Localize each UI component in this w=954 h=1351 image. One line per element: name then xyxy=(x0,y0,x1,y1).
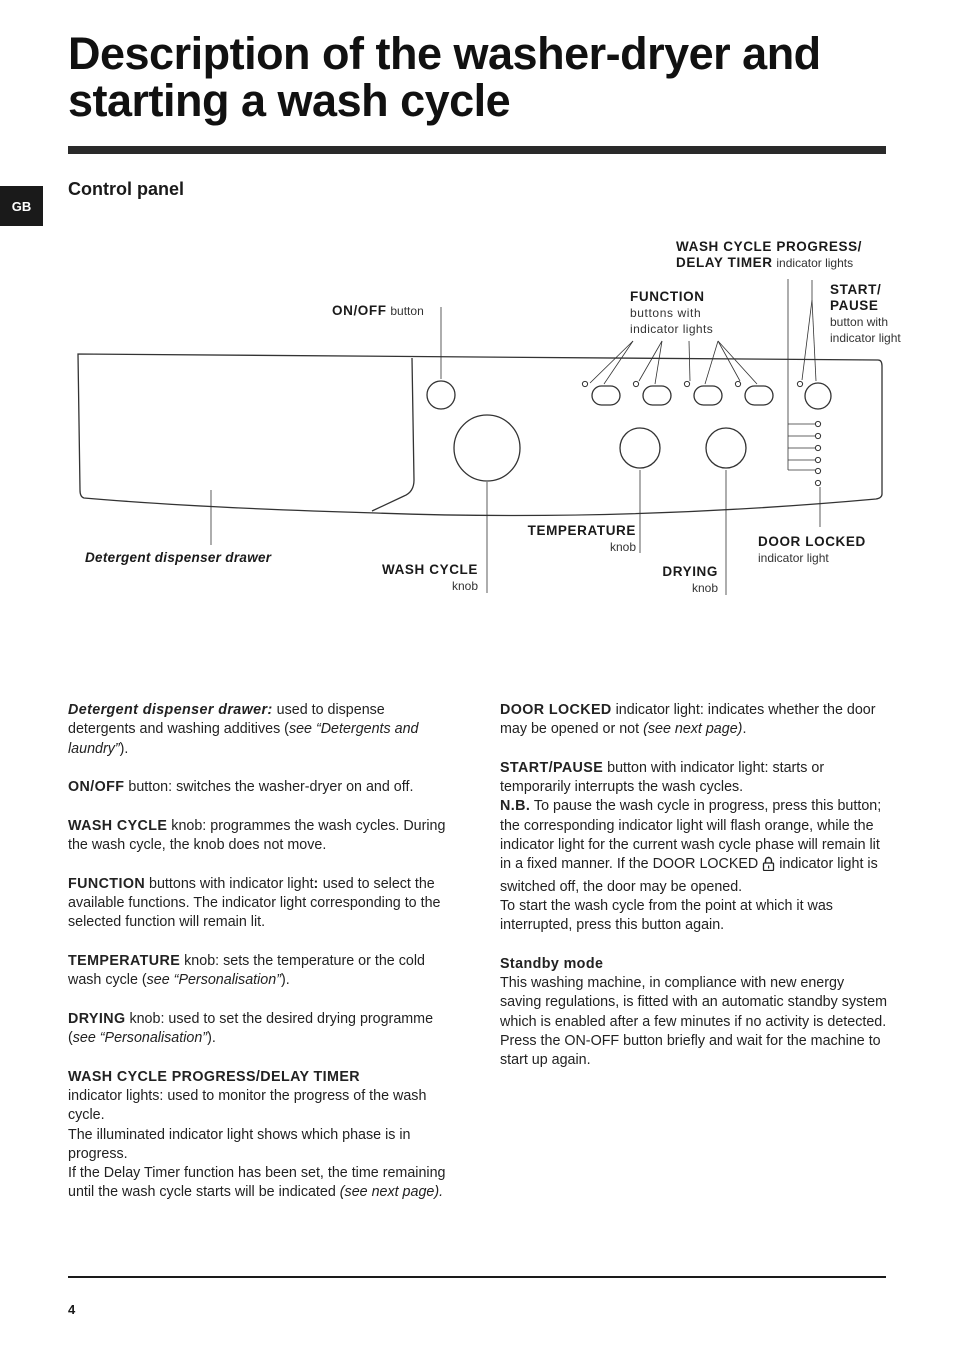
wash-cycle-label: WASH CYCLE knob xyxy=(381,562,478,593)
standby-heading: Standby mode xyxy=(500,955,604,972)
door-locked-led xyxy=(815,480,820,485)
footer-rule xyxy=(68,1276,886,1278)
function-button-3 xyxy=(694,386,722,405)
wash-cycle-knob-shape xyxy=(454,415,520,481)
progress-led-1 xyxy=(815,421,820,426)
progress-led-2 xyxy=(815,433,820,438)
function-label: FUNCTION buttons with indicator lights xyxy=(630,289,714,336)
start-pause-label: START/ PAUSE button with indicator light xyxy=(830,282,901,345)
standby-section xyxy=(500,955,887,1071)
door-locked-label: DOOR LOCKED indicator light xyxy=(758,534,866,565)
standby-text: This washing machine, in compliance with new energy saving regulations, is fitted with an automatic standby system which is enabled after a few minutes if no activity is detected. Press the ON-OFF button briefly and wait for the machine to start up again. xyxy=(500,975,888,1069)
panel-outline xyxy=(78,354,882,516)
drying-description: DRYING knob: used to set the desired drying programme (see “Personalisation”). xyxy=(68,1010,434,1047)
function-button-2 xyxy=(643,386,671,405)
language-tab: GB xyxy=(0,186,43,226)
page-title: Description of the washer-dryer and starting a wash cycle xyxy=(68,28,821,126)
drawer-description: Detergent dispenser drawer: used to dispense detergents and washing additives (see “Detergents and laundry”). xyxy=(68,702,419,757)
onoff-button-shape xyxy=(427,381,455,409)
function-description: FUNCTION buttons with indicator light: used to select the available functions. The indicator light corresponding to the selected function will remain lit. xyxy=(68,875,441,931)
drawer-label: Detergent dispenser drawer xyxy=(85,550,272,565)
start-pause-led xyxy=(797,381,802,386)
drying-label: DRYING knob xyxy=(662,564,718,595)
wash-cycle-description: WASH CYCLE knob: programmes the wash cycles. During the wash cycle, the knob does not move. xyxy=(68,817,446,854)
restart-note: To start the wash cycle from the point at which it was interrupted, press this button again. xyxy=(500,897,833,934)
right-column xyxy=(500,701,887,1090)
progress-led-3 xyxy=(815,445,820,450)
function-led-4 xyxy=(735,381,740,386)
temperature-knob-shape xyxy=(620,428,660,468)
nb-note: N.B. To pause the wash cycle in progress, press this button; the corresponding indicator light will flash orange, while the indicator light for the current wash cycle phase will remain lit in a fixed manner. If the DOOR LOCKED indicator light is switched off, the door may be opened. xyxy=(500,798,882,895)
function-led-3 xyxy=(684,381,689,386)
page-number: 4 xyxy=(68,1302,76,1317)
progress-led-4 xyxy=(815,457,820,462)
onoff-description: ON/OFF button: switches the washer-dryer on and off. xyxy=(68,779,414,796)
section-heading: Control panel xyxy=(68,179,184,199)
function-led-1 xyxy=(582,381,587,386)
drawer-divider xyxy=(372,358,414,511)
wash-progress-label: WASH CYCLE PROGRESS/ DELAY TIMER indicator lights xyxy=(676,239,863,270)
start-pause-button-shape xyxy=(805,383,831,409)
function-led-2 xyxy=(633,381,638,386)
temperature-description: TEMPERATURE knob: sets the temperature or the cold wash cycle (see “Personalisation”). xyxy=(68,952,425,989)
left-column xyxy=(68,701,452,1222)
progress-description: WASH CYCLE PROGRESS/DELAY TIMER indicator lights: used to monitor the progress of the wash cycle. The illuminated indicator light shows which phase is in progress. If the Delay Timer function has been set, the time remaining until the wash cycle starts will be indicated (see next page). xyxy=(68,1068,446,1201)
function-button-4 xyxy=(745,386,773,405)
function-button-1 xyxy=(592,386,620,405)
onoff-label: ON/OFF button xyxy=(332,303,424,318)
door-locked-description: DOOR LOCKED indicator light: indicates whether the door may be opened or not (see next page). xyxy=(500,702,876,738)
progress-led-5 xyxy=(815,468,820,473)
padlock-icon xyxy=(762,856,775,877)
drying-knob-shape xyxy=(706,428,746,468)
temperature-label: TEMPERATURE knob xyxy=(527,523,636,554)
start-pause-description: START/PAUSE button with indicator light: starts or temporarily interrupts the wash cycles. xyxy=(500,759,825,796)
